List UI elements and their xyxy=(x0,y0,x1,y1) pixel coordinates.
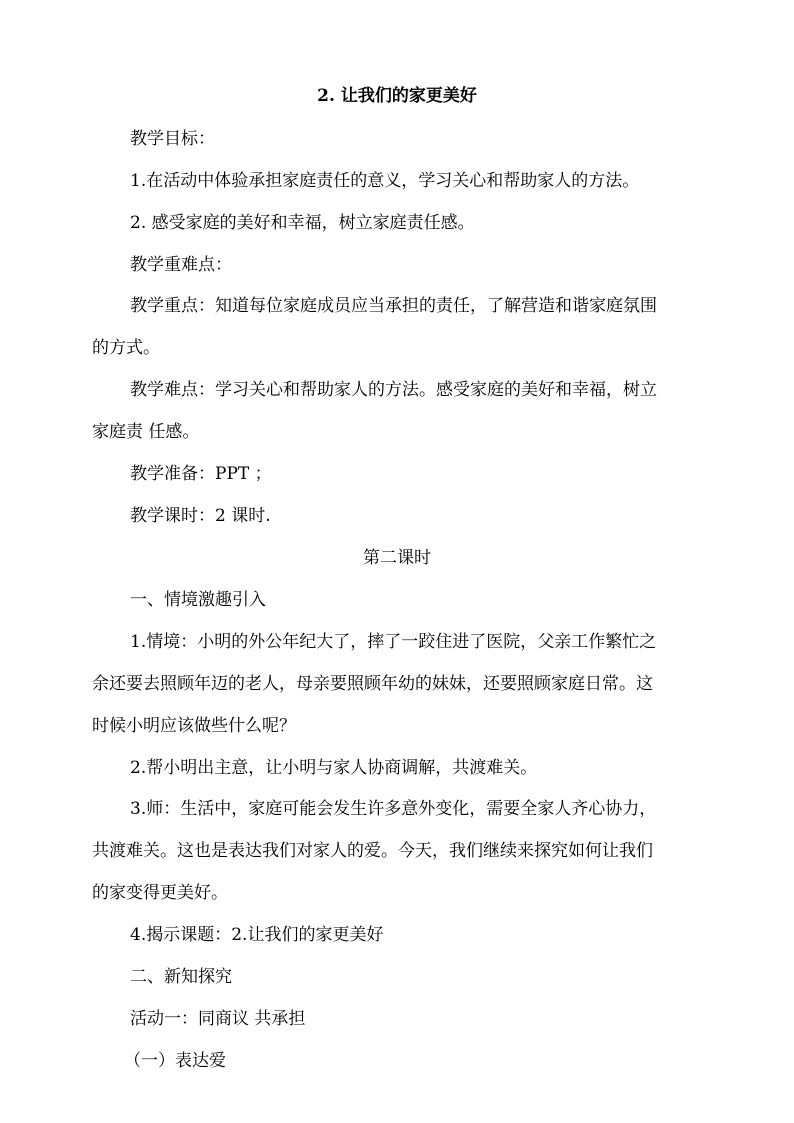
key-point-text: 教学重点：知道每位家庭成员应当承担的责任，了解营造和谐家庭氛围 xyxy=(130,296,657,316)
key-point-text-cont: 的方式。 xyxy=(92,338,160,358)
intro-scenario-cont-2: 时候小明应该做些什么呢？ xyxy=(92,716,296,736)
teaching-periods: 教学课时：2 课时. xyxy=(130,506,271,526)
intro-scenario-cont-1: 余还要去照顾年迈的老人，母亲要照顾年幼的妹妹，还要照顾家庭日常。这 xyxy=(92,674,653,694)
section-heading-intro: 一、情境激趣引入 xyxy=(130,590,266,610)
section-heading-explore: 二、新知探究 xyxy=(130,967,232,987)
lesson-subtitle: 第二课时 xyxy=(363,548,431,568)
activity-1-heading: 活动一：同商议 共承担 xyxy=(130,1009,306,1029)
intro-step-2: 2.帮小明出主意，让小明与家人协商调解，共渡难关。 xyxy=(130,758,538,778)
section-heading-objectives: 教学目标： xyxy=(130,129,215,149)
intro-step-4: 4.揭示课题：2.让我们的家更美好 xyxy=(130,925,384,945)
intro-step-3-cont-1: 共渡难关。这也是表达我们对家人的爱。今天，我们继续来探究如何让我们 xyxy=(92,841,653,861)
intro-step-3: 3.师：生活中，家庭可能会发生许多意外变化，需要全家人齐心协力， xyxy=(130,799,657,819)
subsection-express-love: （一）表达爱 xyxy=(124,1051,226,1071)
difficult-point-text: 教学难点：学习关心和帮助家人的方法。感受家庭的美好和幸福，树立 xyxy=(130,380,657,400)
objective-1: 1.在活动中体验承担家庭责任的意义，学习关心和帮助家人的方法。 xyxy=(130,171,640,191)
intro-step-3-cont-2: 的家变得更美好。 xyxy=(92,883,228,903)
difficult-point-text-cont: 家庭责 任感。 xyxy=(92,422,200,442)
intro-scenario: 1.情境：小明的外公年纪大了，摔了一跤住进了医院，父亲工作繁忙之 xyxy=(130,632,657,652)
section-heading-key-points: 教学重难点： xyxy=(130,255,232,275)
teaching-preparation: 教学准备：PPT ； xyxy=(130,464,272,484)
document-title: 2. 让我们的家更美好 xyxy=(317,86,477,106)
objective-2: 2. 感受家庭的美好和幸福，树立家庭责任感。 xyxy=(130,213,475,233)
